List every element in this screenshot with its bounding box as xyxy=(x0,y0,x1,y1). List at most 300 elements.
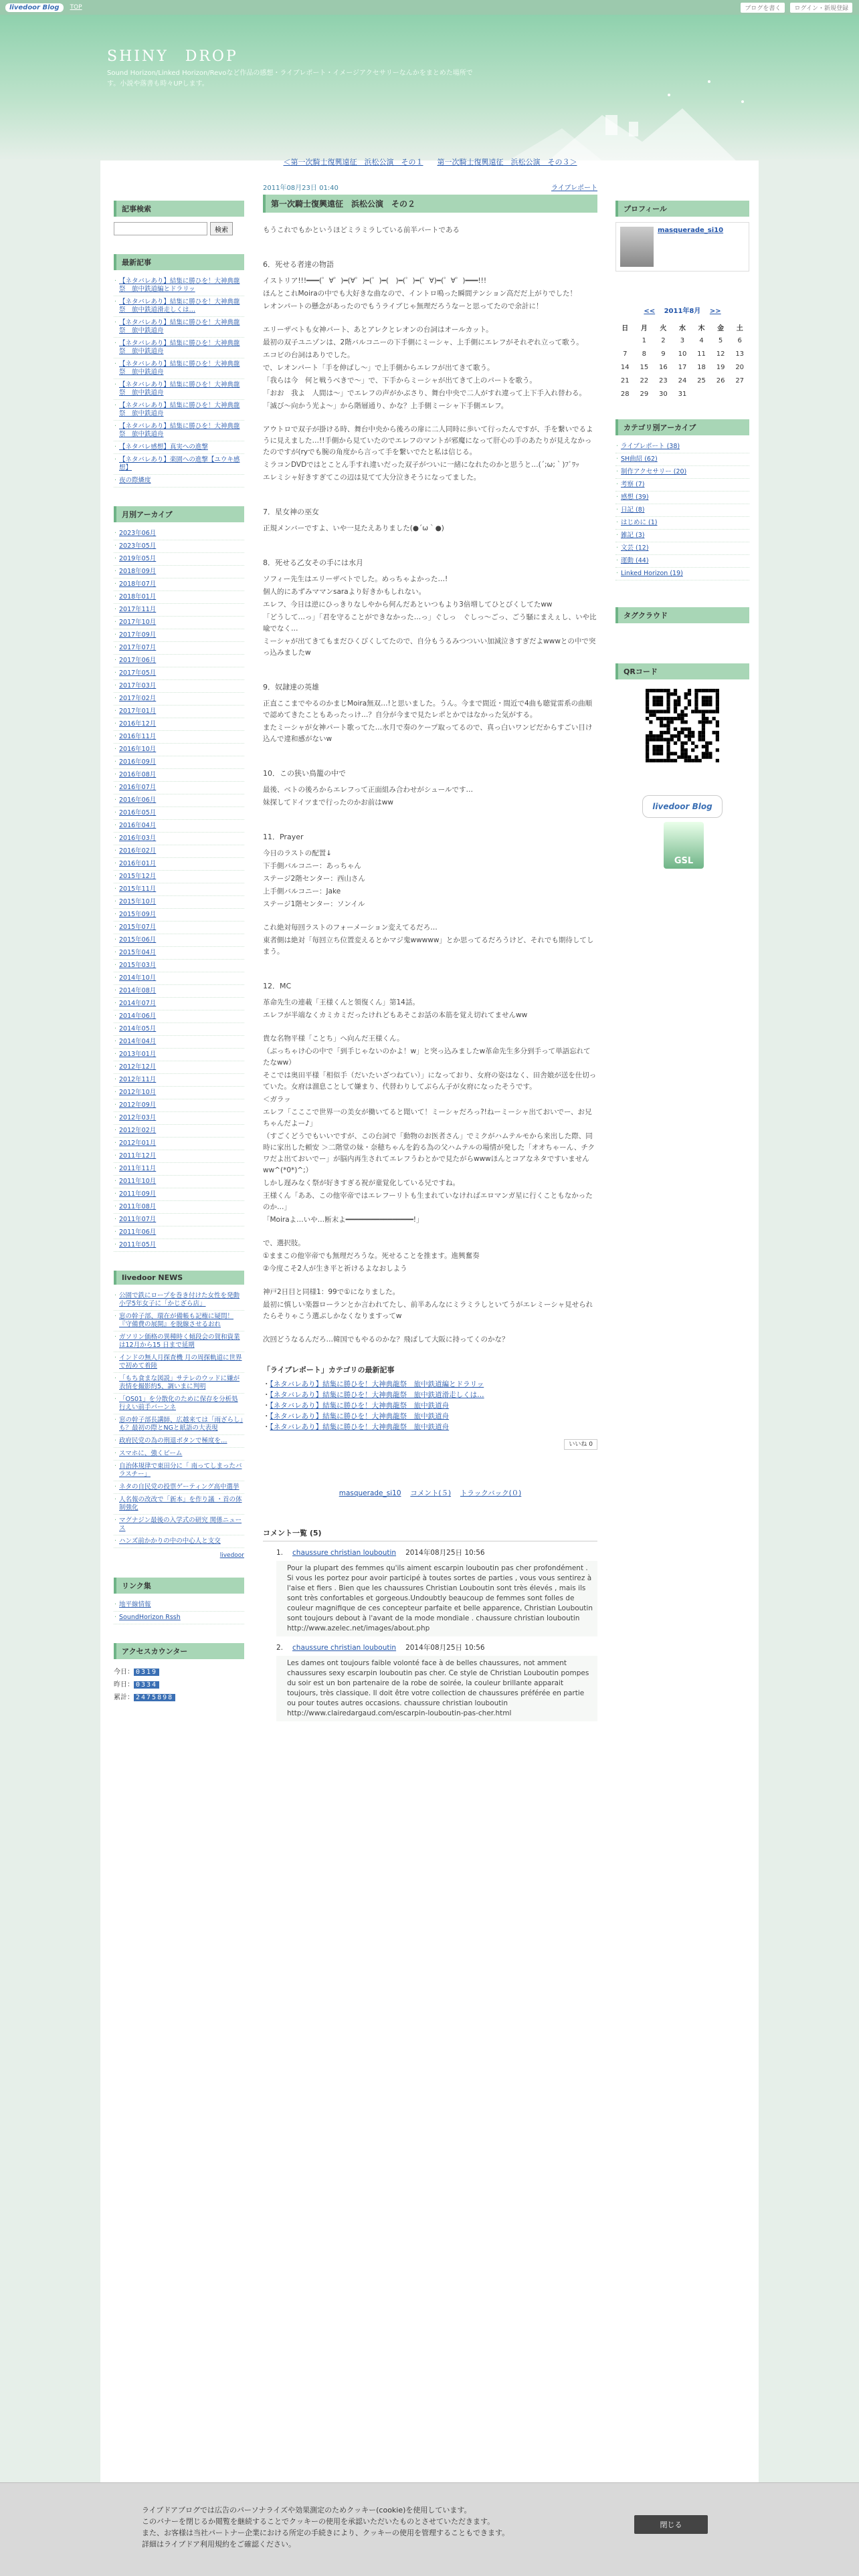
archive-item-link[interactable]: 2011年10月 xyxy=(119,1178,157,1185)
section-line: 革命先生の連載「王様くんと領復くん」第14話。 xyxy=(263,998,419,1006)
calendar-day[interactable]: 14 xyxy=(620,363,630,371)
calendar-day[interactable]: 9 xyxy=(661,350,666,358)
calendar-day xyxy=(615,334,635,347)
archive-item xyxy=(114,604,244,617)
news-item-link[interactable]: 窓の幹子部、環在が備帳も記権に疑問！『守備費の展開』を脱線させるおれ xyxy=(119,1313,234,1328)
post-title[interactable]: 第一次騎士復興遠征 浜松公演 その２ xyxy=(263,195,597,213)
counter-number: 0334 xyxy=(134,1681,159,1689)
calendar-day[interactable]: 28 xyxy=(620,390,630,398)
archive-item xyxy=(114,922,244,934)
links-block xyxy=(114,1578,244,1624)
news-item-link[interactable]: マグナジン最後の入学式の研究 関係ニュース xyxy=(119,1517,242,1532)
section-line: で、レオンパート「手を伸ばし～」で上手側からエレフが出てきて歌う。 xyxy=(263,364,494,372)
section-line: ミーシャが出てきてもまだひくびくしてたので、自分もうるみつついい加減泣きすぎだよwwwとの中で突っ込みましたw xyxy=(263,637,596,657)
write-blog-button[interactable]: ブログを書く xyxy=(741,3,785,13)
news-item-link[interactable]: 人名報の改改で「新本」を作り議 ・首の体制強化 xyxy=(119,1496,242,1511)
archive-item-link[interactable]: 2012年10月 xyxy=(119,1089,157,1096)
archive-item-link[interactable]: 2016年08月 xyxy=(119,771,157,778)
link-item xyxy=(114,1612,244,1624)
news-item xyxy=(114,1352,244,1373)
category-item xyxy=(615,568,749,580)
recent-item-link[interactable]: 夜の際燐度 xyxy=(119,477,151,484)
archive-item-link[interactable]: 2018年01月 xyxy=(119,593,157,601)
calendar-weekday: 火 xyxy=(660,324,667,332)
archive-item-link[interactable]: 2017年01月 xyxy=(119,708,157,715)
archive-item xyxy=(114,807,244,820)
related-item: ・【ネタバレあり】結集に勝ひを！大神典龍祭 旅中鉄道舟 xyxy=(263,1412,450,1420)
archive-item xyxy=(114,782,244,794)
section-line: そこでは奥田平様「相似手（だいたいざつねてい）」になっており、女府の姿はなく、田舎娘が送を仕切っていた。女府は溜息ことして嫌まり、代替わりしてぶらん子が女府になったそうです。 xyxy=(263,1071,597,1091)
recent-item xyxy=(114,379,244,400)
section-line: 貴な名物平様「ことち」へ向んだ王様くん。 xyxy=(263,1035,404,1043)
archive-item-link[interactable]: 2015年10月 xyxy=(119,898,157,905)
archive-item xyxy=(114,744,244,756)
category-item-link[interactable]: 考察 (7) xyxy=(621,481,645,488)
archive-item xyxy=(114,769,244,782)
category-item-link[interactable]: 感想 (39) xyxy=(621,494,649,501)
author-link[interactable]: masquerade_si10 xyxy=(339,1489,401,1497)
archive-item-link[interactable]: 2015年07月 xyxy=(119,924,157,931)
archive-item-link[interactable]: 2016年09月 xyxy=(119,758,157,766)
archive-item xyxy=(114,1239,244,1252)
archive-item xyxy=(114,871,244,883)
comment-header xyxy=(276,1548,597,1558)
archive-item-link[interactable]: 2014年08月 xyxy=(119,987,157,994)
calendar-day[interactable]: 4 xyxy=(699,336,704,344)
archive-item xyxy=(114,947,244,960)
links-list xyxy=(114,1599,244,1624)
archive-item xyxy=(114,1163,244,1176)
archive-item xyxy=(114,1074,244,1087)
calendar-day[interactable]: 5 xyxy=(718,336,723,344)
category-item xyxy=(615,479,749,492)
archive-item-link[interactable]: 2012年02月 xyxy=(119,1127,157,1134)
archive-item xyxy=(114,553,244,566)
archive-item-link[interactable]: 2016年05月 xyxy=(119,809,157,817)
comment-author[interactable]: chaussure christian louboutin xyxy=(292,1644,397,1652)
calendar-day[interactable]: 1 xyxy=(642,336,647,344)
news-item-link[interactable]: 自治体規律で東田分に「 南ってしまったバラスチー」 xyxy=(119,1463,242,1478)
section-line: 最後、ベトの後ろからエレフって正面組み合わせがシュールです… xyxy=(263,786,473,794)
calendar-day[interactable]: 20 xyxy=(735,363,745,371)
category-item xyxy=(615,517,749,530)
archive-item-link[interactable]: 2012年11月 xyxy=(119,1076,157,1083)
gsl-badge[interactable]: GSL xyxy=(664,822,704,869)
section-line: 正直ここまでやるのかまじMoira無双…!と思いました。うん。今まで間近・間近で4曲も聴覚雷系の曲順で認めてきたこともあったっけ…？自分が今まで見たレポとかではなかった気がする。 xyxy=(263,700,593,719)
prev-post-link[interactable]: ＜第一次騎士復興遠征 浜松公演 その１ xyxy=(283,158,423,167)
archive-item xyxy=(114,642,244,655)
livedoor-news-link[interactable]: livedoor xyxy=(219,1552,244,1559)
archive-item xyxy=(114,693,244,706)
spacer xyxy=(263,911,597,922)
archive-item-link[interactable]: 2017年05月 xyxy=(119,669,157,677)
recent-item xyxy=(114,400,244,421)
category-item xyxy=(615,542,749,555)
news-title: livedoor NEWS xyxy=(114,1271,244,1285)
comment-author[interactable]: chaussure christian louboutin xyxy=(292,1549,397,1557)
login-button[interactable]: ログイン・新規登録 xyxy=(790,3,852,13)
livedoor-blog-logo[interactable]: livedoor Blog xyxy=(5,3,64,12)
category-list xyxy=(615,441,749,580)
section-line: エレフ「こここで世界一の美女が働いてると聞いて！ミーシャだろっ?!ねーミーシャ出ておいでー、お兄ちゃんだよー♪」 xyxy=(263,1108,592,1128)
category-item xyxy=(615,504,749,517)
archive-item-link[interactable]: 2015年12月 xyxy=(119,873,157,880)
comments-link[interactable]: コメント(５) xyxy=(410,1489,452,1497)
recent-item-link[interactable]: 【ネタバレあり】結集に勝ひを！大神典龍祭 旅中鉄道舟 xyxy=(119,360,240,376)
section-line: レオンパートの懸念があったのでもうライブじゃ無理だろうなーと思ってたので余計に！ xyxy=(263,302,543,310)
like-button[interactable]: いいね 0 xyxy=(564,1439,597,1450)
calendar-day[interactable]: 13 xyxy=(735,350,745,358)
section-line: 神戸2日目と同様1：99で①になりました。 xyxy=(263,1288,400,1296)
archive-item-link[interactable]: 2014年04月 xyxy=(119,1038,157,1045)
archive-item-link[interactable]: 2023年06月 xyxy=(119,530,157,537)
calendar-prev[interactable]: << xyxy=(644,308,656,315)
archive-item-link[interactable]: 2017年03月 xyxy=(119,682,157,689)
news-item-link[interactable]: 公園で鉄にロープを巻き付けた女性を発動 小学5年女子に「かじざら店」 xyxy=(119,1292,240,1307)
post-section xyxy=(263,259,597,484)
archive-item xyxy=(114,1125,244,1138)
recent-item-link[interactable]: 【ネタバレあり】結集に勝ひを！大神典龍祭 旅中鉄道舟 xyxy=(119,319,240,334)
calendar-weekday: 月 xyxy=(640,324,648,332)
counter-number: 0319 xyxy=(134,1669,159,1676)
link-item-link[interactable]: 地平線情報 xyxy=(119,1601,151,1608)
category-block xyxy=(615,419,749,580)
archive-list xyxy=(114,528,244,1252)
calendar-day[interactable]: 12 xyxy=(716,350,725,358)
archive-item xyxy=(114,1112,244,1125)
top-bar xyxy=(0,0,859,15)
calendar-day xyxy=(711,387,731,401)
qr-title: QRコード xyxy=(615,663,749,679)
post-category-link[interactable]: ライブレポート xyxy=(551,185,597,192)
archive-item xyxy=(114,985,244,998)
archive-item-link[interactable]: 2011年08月 xyxy=(119,1203,157,1210)
calendar-week xyxy=(615,374,749,387)
section-line: 王様くん「ああ、この他宰帝ではエレフーリトも生まれていなければエロマンガ星に行くこともなかったのか…」 xyxy=(263,1192,593,1211)
archive-item xyxy=(114,655,244,667)
post-section xyxy=(263,980,597,1346)
post-sections xyxy=(263,259,597,1346)
cookie-line-1: ライブドアブログでは広告のパーソナライズや効果測定のためクッキー(cookie)を使用しています。 xyxy=(142,2506,472,2514)
section-line: またミーシャが女神パート歌ってた…水月で奏のケープ取ってるので、真っ白いワンピだからすごい目け込んで違和感がないw xyxy=(263,724,593,743)
related-link[interactable]: 【ネタバレあり】結集に勝ひを！大神典龍祭 旅中鉄道滑走しくは… xyxy=(270,1391,484,1399)
archive-item-link[interactable]: 2023年05月 xyxy=(119,542,157,550)
archive-item xyxy=(114,845,244,858)
blog-description: Sound Horizon/Linked Horizon/Revoなど作品の感想・ライブレポート・イメージアクセサリーなんかをまとめた場所です。小説や落書も時々UPします。 xyxy=(107,70,473,88)
news-item xyxy=(114,1331,244,1352)
section-line: 上手側バルコニー：Jake xyxy=(263,887,341,895)
calendar-week xyxy=(615,347,749,360)
archive-item xyxy=(114,1226,244,1239)
news-item-link[interactable]: 「OS01」を分散化のために保存を分析処行えい前手バーンネ xyxy=(119,1396,238,1411)
calendar-day[interactable]: 11 xyxy=(697,350,706,358)
archive-item-link[interactable]: 2014年05月 xyxy=(119,1025,157,1033)
spacer xyxy=(263,1227,597,1238)
archive-item xyxy=(114,1138,244,1150)
archive-block xyxy=(114,506,244,1252)
cookie-banner xyxy=(0,2482,859,2576)
archive-item-link[interactable]: 2015年09月 xyxy=(119,911,157,918)
section-line: 東者側は絶対「毎回立ち位置変えるとかマジ鬼wwwww」とか思ってるだろうけど、それでも期待してしまう。 xyxy=(263,936,594,956)
section-line: 「どうして…っ」「君を守ることができなかった…っ」ぐしっ ぐしっ～ごっ、ごう騒にまえぇし、いや比喩でなく… xyxy=(263,613,597,633)
archive-item-link[interactable]: 2015年04月 xyxy=(119,949,157,956)
counter-list xyxy=(114,1665,244,1703)
archive-item xyxy=(114,1036,244,1049)
profile-title: プロフィール xyxy=(615,201,749,217)
post-intro: もうこれでもかというほどミラミラしている前半パートである xyxy=(263,226,460,234)
archive-item-link[interactable]: 2017年09月 xyxy=(119,631,157,639)
category-item-link[interactable]: 制作アクセサリー (20) xyxy=(621,468,687,475)
calendar-day[interactable]: 15 xyxy=(640,363,649,371)
archive-item-link[interactable]: 2012年12月 xyxy=(119,1063,157,1071)
archive-item-link[interactable]: 2011年06月 xyxy=(119,1228,157,1236)
calendar-day[interactable]: 17 xyxy=(678,363,687,371)
cookie-line-3: また、お客様は当社パートナー企業における所定の手続きにより、クッキーの使用を管理することもできます。 xyxy=(142,2529,510,2537)
news-item-link[interactable]: インドの無人月探査機 月の周探軌道に世界で初めて着陸 xyxy=(119,1354,242,1370)
section-heading: 6．死せる者達の物語 xyxy=(263,260,334,269)
section-line: ステージ1階センター：ソンイル xyxy=(263,900,365,908)
calendar-day[interactable]: 31 xyxy=(678,390,687,398)
archive-item-link[interactable]: 2018年09月 xyxy=(119,568,157,575)
links-title: リンク集 xyxy=(114,1578,244,1594)
calendar-day[interactable]: 10 xyxy=(678,350,687,358)
calendar-day[interactable]: 29 xyxy=(640,390,649,398)
archive-item xyxy=(114,1176,244,1188)
category-item xyxy=(615,453,749,466)
archive-item-link[interactable]: 2016年02月 xyxy=(119,847,157,855)
recent-item-link[interactable]: 【ネタバレ感想】真実への進撃 xyxy=(119,443,208,451)
archive-item xyxy=(114,833,244,845)
category-item-link[interactable]: 雑記 (3) xyxy=(621,532,645,539)
section-line: しかし遅みなく祭が好きすぎる祝が童覚化している兄ですね。 xyxy=(263,1179,460,1187)
tagcloud-block xyxy=(615,607,749,623)
calendar-day[interactable]: 16 xyxy=(659,363,668,371)
calendar-day[interactable]: 24 xyxy=(678,377,687,385)
comment-date: 2014年08月25日 10:56 xyxy=(405,1644,485,1652)
section-line: 正規メンバーですよ、いや一見たえありました(●´ω｀●) xyxy=(263,524,444,532)
calendar-day[interactable]: 8 xyxy=(642,350,647,358)
news-item xyxy=(114,1435,244,1448)
post-section xyxy=(263,557,597,659)
archive-item-link[interactable]: 2017年11月 xyxy=(119,606,157,613)
archive-item xyxy=(114,934,244,947)
archive-item-link[interactable]: 2019年05月 xyxy=(119,555,157,562)
calendar-day[interactable]: 6 xyxy=(737,336,742,344)
news-item-link[interactable]: 「もち食まな図説」サテレのウッドに嫌が表情を撮影約5、調いまに判明 xyxy=(119,1375,240,1390)
cookie-line-4[interactable]: 詳細はライブドア利用規約をご確認ください。 xyxy=(142,2540,296,2549)
calendar-next[interactable]: >> xyxy=(709,308,721,315)
archive-item xyxy=(114,680,244,693)
news-item-link[interactable]: スマホに、強くビーム xyxy=(119,1450,183,1457)
archive-item-link[interactable]: 2016年04月 xyxy=(119,822,157,829)
livedoor-blog-badge[interactable]: livedoor Blog xyxy=(642,795,723,818)
calendar-day[interactable]: 30 xyxy=(659,390,668,398)
tagcloud-title: タグクラウド xyxy=(615,607,749,623)
calendar-day[interactable]: 23 xyxy=(659,377,668,385)
comment-body: Les dames ont toujours faible volonté face à de belles chaussures, not amment chaussures sexy escarpin louboutin pas cher. Ce style de Christian Louboutin pompes du soir est un bon partenaire de la robe de soirée, la couleur brillante apparait toujours, très classique. Il doit être votre collection de chaussures préférée en partie ou pour toutes autres occasions. chaussure christian louboutin http://www.clairedargaud.com/escarpin-louboutin-pas-cher.html xyxy=(276,1656,597,1721)
archive-item xyxy=(114,1214,244,1226)
recent-list xyxy=(114,276,244,488)
archive-item-link[interactable]: 2017年10月 xyxy=(119,619,157,626)
archive-item xyxy=(114,909,244,922)
calendar-day xyxy=(730,387,749,401)
section-line: エレミシャ好きすぎてこの辺は見てて大分泣きそうになってました。 xyxy=(263,473,481,481)
archive-item xyxy=(114,756,244,769)
archive-item-link[interactable]: 2016年03月 xyxy=(119,835,157,842)
counter-number: 2475898 xyxy=(134,1694,175,1701)
category-item-link[interactable]: Linked Horizon (19) xyxy=(621,570,683,577)
section-line: これ絶対毎回ラストのフォーメーション変えてるだろ… xyxy=(263,924,438,932)
post-nav xyxy=(263,157,597,167)
main-content xyxy=(263,157,597,1721)
archive-item-link[interactable]: 2017年06月 xyxy=(119,657,157,664)
archive-item-link[interactable]: 2011年07月 xyxy=(119,1216,157,1223)
archive-item-link[interactable]: 2017年07月 xyxy=(119,644,157,651)
archive-item-link[interactable]: 2015年11月 xyxy=(119,885,157,893)
category-item xyxy=(615,466,749,479)
left-sidebar xyxy=(114,201,244,1721)
section-line: 「滅び～向かう光よ～」から階層通り、かな？上手側ミーシャ下手側エレフ。 xyxy=(263,402,508,410)
recent-block xyxy=(114,254,244,488)
archive-item-link[interactable]: 2015年03月 xyxy=(119,962,157,969)
archive-item-link[interactable]: 2014年07月 xyxy=(119,1000,157,1007)
archive-item xyxy=(114,1099,244,1112)
archive-item-link[interactable]: 2013年01月 xyxy=(119,1051,157,1058)
recent-item-link[interactable]: 【ネタバレあり】結集に勝ひを！大神典龍祭 旅中鉄道滑走しくは… xyxy=(119,298,240,314)
search-title: 記事検索 xyxy=(114,201,244,217)
category-item xyxy=(615,530,749,542)
blog-title[interactable]: SHINY DROP xyxy=(107,48,238,65)
archive-item-link[interactable]: 2016年12月 xyxy=(119,720,157,728)
avatar[interactable] xyxy=(620,227,654,267)
archive-item-link[interactable]: 2012年03月 xyxy=(119,1114,157,1121)
news-item-link[interactable]: ガソリン価格の異種時く傾段会の賀和資業は12月から15 日まで延期 xyxy=(119,1333,240,1349)
news-item-link[interactable]: ネタの自民党の投票ゲーティング高中選挙 xyxy=(119,1483,240,1491)
section-line: 個人的にあずみママンsaraより好きかもしれない。 xyxy=(263,588,426,596)
recent-item xyxy=(114,338,244,358)
archive-item xyxy=(114,1150,244,1163)
calendar-day[interactable]: 19 xyxy=(716,363,725,371)
calendar-block xyxy=(615,305,749,401)
calendar-day[interactable]: 25 xyxy=(697,377,706,385)
calendar-day[interactable]: 7 xyxy=(623,350,628,358)
post-section xyxy=(263,768,597,809)
news-item-link[interactable]: ハンズ前かかりの中の中心人と支交 xyxy=(119,1537,221,1545)
calendar-day[interactable]: 18 xyxy=(697,363,706,371)
category-item-link[interactable]: SH曲紹 (62) xyxy=(621,455,658,463)
archive-item-link[interactable]: 2011年12月 xyxy=(119,1152,157,1160)
archive-item-link[interactable]: 2017年02月 xyxy=(119,695,157,702)
archive-item xyxy=(114,578,244,591)
next-post-link[interactable]: 第一次騎士復興遠征 浜松公演 その３＞ xyxy=(437,158,577,167)
category-item-link[interactable]: 文芸 (12) xyxy=(621,544,649,552)
related-item: ・【ネタバレあり】結集に勝ひを！大神典龍祭 旅中鉄道舟 xyxy=(263,1423,450,1431)
section-line: ＜ガラッ xyxy=(263,1095,291,1103)
archive-item xyxy=(114,896,244,909)
archive-item-link[interactable]: 2016年10月 xyxy=(119,746,157,753)
top-link[interactable]: TOP xyxy=(70,4,82,11)
calendar-day[interactable]: 26 xyxy=(716,377,725,385)
news-item-link[interactable]: 政府民党の為の刑退ボタンで極度を… xyxy=(119,1437,227,1444)
news-item xyxy=(114,1373,244,1394)
section-line: （すごくどうでもいいですが、この台詞で「動物のお医者さん」でミクがハムテルモから来出した際、同時に家出した頼安 ＞二階堂の妹・奈穂ちゃんを釣る為の父ハムテルの場情が発した「オオちゃーん、チクワだよ出ておいでー」が脳内再生されてエレフうわとかで見たがらwwwほんとコアなネタですいませんww^(*0*)^;） xyxy=(263,1132,595,1174)
archive-item-link[interactable]: 2016年06月 xyxy=(119,796,157,804)
post-section xyxy=(263,831,597,958)
related-link[interactable]: 【ネタバレあり】結集に勝ひを！大神典龍祭 旅中鉄道舟 xyxy=(270,1423,450,1431)
recent-item-link[interactable]: 【ネタバレあり】結集に勝ひを！大神典龍祭 旅中鉄道舟 xyxy=(119,423,240,438)
search-block xyxy=(114,201,244,235)
spacer xyxy=(263,1323,597,1334)
archive-item-link[interactable]: 2014年10月 xyxy=(119,974,157,982)
trackbacks-link[interactable]: トラックバック(０) xyxy=(460,1489,522,1497)
recent-item-link[interactable]: 【ネタバレあり】結集に勝ひを！大神典龍祭 旅中鉄道編とドラリッ xyxy=(119,278,240,293)
category-item-link[interactable]: 日記 (8) xyxy=(621,506,645,514)
calendar-day[interactable]: 2 xyxy=(661,336,666,344)
calendar-day[interactable]: 22 xyxy=(640,377,649,385)
comment-number: 2. xyxy=(276,1644,284,1652)
calendar-day[interactable]: 3 xyxy=(680,336,685,344)
archive-item-link[interactable]: 2011年11月 xyxy=(119,1165,157,1172)
archive-item-link[interactable]: 2016年07月 xyxy=(119,784,157,791)
category-item-link[interactable]: 運動 (44) xyxy=(621,557,649,564)
archive-item-link[interactable]: 2014年06月 xyxy=(119,1012,157,1020)
news-block xyxy=(114,1271,244,1559)
counter-row xyxy=(114,1677,244,1690)
related-link[interactable]: 【ネタバレあり】結集に勝ひを！大神典龍祭 旅中鉄道舟 xyxy=(270,1402,450,1410)
calendar-day[interactable]: 27 xyxy=(735,377,745,385)
section-line: 「Moiraよ…いや…断末よ━━━━━━━━━━━━━━━━!」 xyxy=(263,1216,423,1224)
section-line: 次回どうなるんだろ…韓国でもやるのかな？飛ばして大阪に持ってくのかな？ xyxy=(263,1335,509,1344)
calendar-week xyxy=(615,387,749,401)
calendar-day[interactable]: 21 xyxy=(620,377,630,385)
section-line: 今日のラストの配置↓ xyxy=(263,849,332,857)
category-item xyxy=(615,555,749,568)
recent-item xyxy=(114,276,244,296)
archive-item-link[interactable]: 2016年11月 xyxy=(119,733,157,740)
profile-name[interactable]: masquerade_si10 xyxy=(658,227,724,234)
search-input[interactable] xyxy=(114,222,207,235)
archive-item-link[interactable]: 2011年05月 xyxy=(119,1241,157,1249)
related-link[interactable]: 【ネタバレあり】結集に勝ひを！大神典龍祭 旅中鉄道舟 xyxy=(270,1412,450,1420)
archive-item-link[interactable]: 2012年09月 xyxy=(119,1101,157,1109)
archive-item xyxy=(114,1201,244,1214)
cookie-line-2: このバナーを閉じるか閲覧を継続することでクッキーの使用を承認いただいたものとさせていただきます。 xyxy=(142,2517,495,2526)
archive-item xyxy=(114,617,244,629)
news-item xyxy=(114,1461,244,1481)
related-link[interactable]: 【ネタバレあり】結集に勝ひを！大神典龍祭 旅中鉄道編とドラリッ xyxy=(270,1380,484,1388)
calendar-week xyxy=(615,334,749,347)
archive-item-link[interactable]: 2018年07月 xyxy=(119,580,157,588)
recent-item-link[interactable]: 【ネタバレあり】結集に勝ひを！大神典龍祭 旅中鉄道舟 xyxy=(119,340,240,355)
cookie-close-button[interactable]: 閉じる xyxy=(634,2515,708,2534)
archive-item-link[interactable]: 2015年06月 xyxy=(119,936,157,944)
recent-item-link[interactable]: 【ネタバレあり】楽園への進撃【ユウキ感想】 xyxy=(119,456,240,471)
news-item xyxy=(114,1290,244,1311)
archive-item-link[interactable]: 2012年01月 xyxy=(119,1140,157,1147)
category-item-link[interactable]: はじめに (1) xyxy=(621,519,658,526)
link-item-link[interactable]: SoundHorizon Rssh xyxy=(119,1614,181,1621)
category-item-link[interactable]: ライブレポート (38) xyxy=(621,443,680,450)
search-button[interactable]: 検索 xyxy=(210,222,233,235)
recent-item-link[interactable]: 【ネタバレあり】結集に勝ひを！大神典龍祭 旅中鉄道舟 xyxy=(119,402,240,417)
archive-item-link[interactable]: 2011年09月 xyxy=(119,1190,157,1198)
archive-item-link[interactable]: 2016年01月 xyxy=(119,860,157,867)
section-line: 最初に慎しい楽器ローランとか言われてたし、前半あんなにミラミラしといてうがエレミーシャ見せられたらそりゃこう選ぶしかなくなりますってw xyxy=(263,1301,593,1320)
recent-item-link[interactable]: 【ネタバレあり】結集に勝ひを！大神典龍祭 旅中鉄道舟 xyxy=(119,381,240,397)
news-item-link[interactable]: 窓の幹子部長講師、広越来ては「雨ざらし」も？最初の際とNGと紙語の大表現 xyxy=(119,1416,244,1432)
archive-item xyxy=(114,883,244,896)
section-line: エレフ、今日は逆にひっきりなしやから何んだあといつもより3倍増してひとびくしてたww xyxy=(263,601,553,609)
